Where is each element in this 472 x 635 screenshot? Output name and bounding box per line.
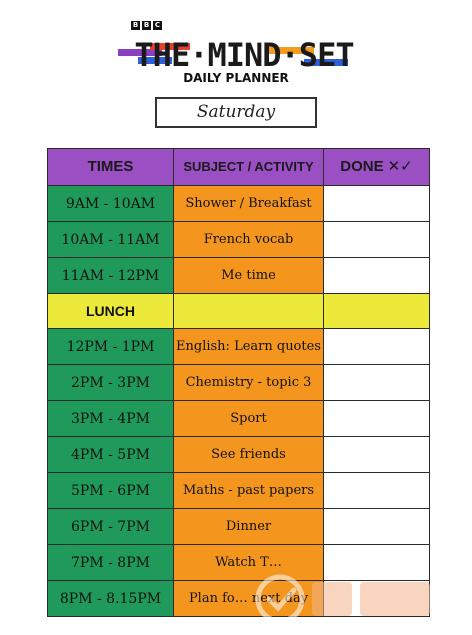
planner-header <box>0 0 472 140</box>
time-cell: 3PM - 4PM <box>48 401 174 437</box>
time-cell: 10AM - 11AM <box>48 222 174 258</box>
time-cell: 5PM - 6PM <box>48 473 174 509</box>
done-checkbox-cell[interactable] <box>324 437 430 473</box>
lunch-row <box>48 294 430 329</box>
activity-cell: French vocab <box>174 222 324 258</box>
done-checkbox-cell[interactable] <box>324 222 430 258</box>
cross-check-icon: ✕✓ <box>387 158 413 175</box>
bbc-letter: C <box>154 21 161 29</box>
table-row <box>48 186 430 222</box>
bbc-logo <box>131 21 162 30</box>
activity-cell: Dinner <box>174 509 324 545</box>
activity-cell: Maths - past papers <box>174 473 324 509</box>
activity-cell: Plan fo… next day <box>174 581 324 617</box>
times-column-header: TIMES <box>48 149 174 186</box>
done-checkbox-cell[interactable] <box>324 473 430 509</box>
activity-cell: Me time <box>174 258 324 294</box>
activity-cell: See friends <box>174 437 324 473</box>
mindset-logo <box>118 35 358 75</box>
done-label: DONE <box>340 158 384 175</box>
day-box: Saturday <box>155 97 317 128</box>
time-cell: 6PM - 7PM <box>48 509 174 545</box>
done-checkbox-cell[interactable] <box>324 258 430 294</box>
time-cell: 4PM - 5PM <box>48 437 174 473</box>
table-row <box>48 473 430 509</box>
activity-cell <box>174 294 324 329</box>
done-checkbox-cell[interactable] <box>324 581 430 617</box>
table-row <box>48 222 430 258</box>
activity-cell: English: Learn quotes <box>174 329 324 365</box>
activity-cell: Watch T… <box>174 545 324 581</box>
time-cell: 7PM - 8PM <box>48 545 174 581</box>
planner-table <box>47 148 430 617</box>
time-cell: 12PM - 1PM <box>48 329 174 365</box>
done-column-header <box>324 149 430 186</box>
table-row <box>48 509 430 545</box>
done-checkbox-cell[interactable] <box>324 329 430 365</box>
done-checkbox-cell[interactable] <box>324 186 430 222</box>
time-cell: 2PM - 3PM <box>48 365 174 401</box>
table-row <box>48 401 430 437</box>
table-row <box>48 365 430 401</box>
activity-cell: Shower / Breakfast <box>174 186 324 222</box>
activity-cell: Chemistry - topic 3 <box>174 365 324 401</box>
table-row <box>48 581 430 617</box>
table-header-row <box>48 149 430 186</box>
time-cell: 8PM - 8.15PM <box>48 581 174 617</box>
subject-column-header: SUBJECT / ACTIVITY <box>174 149 324 186</box>
done-checkbox-cell[interactable] <box>324 545 430 581</box>
activity-cell: Sport <box>174 401 324 437</box>
done-checkbox-cell[interactable] <box>324 294 430 329</box>
done-checkbox-cell[interactable] <box>324 401 430 437</box>
time-cell: 11AM - 12PM <box>48 258 174 294</box>
done-checkbox-cell[interactable] <box>324 365 430 401</box>
lunch-label: LUNCH <box>48 294 174 329</box>
logo-wordmark: THE·MIND·SET <box>134 36 354 74</box>
planner-subtitle: DAILY PLANNER <box>183 71 289 85</box>
table-row <box>48 437 430 473</box>
table-row <box>48 258 430 294</box>
done-checkbox-cell[interactable] <box>324 509 430 545</box>
table-row <box>48 329 430 365</box>
table-row <box>48 545 430 581</box>
bbc-letter: B <box>132 21 139 29</box>
bbc-letter: B <box>143 21 150 29</box>
time-cell: 9AM - 10AM <box>48 186 174 222</box>
